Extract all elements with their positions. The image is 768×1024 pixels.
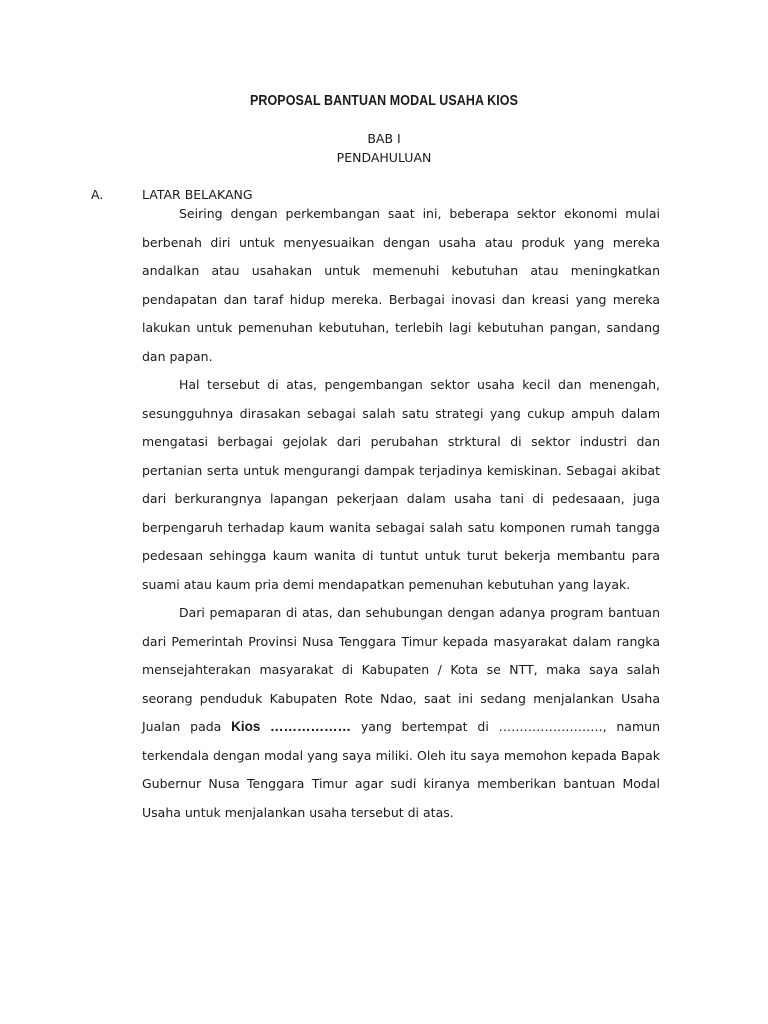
chapter-number: BAB I bbox=[367, 131, 401, 146]
body-paragraph bbox=[142, 599, 660, 827]
section-heading: LATAR BELAKANG bbox=[142, 187, 253, 202]
chapter-name: PENDAHULUAN bbox=[336, 150, 432, 165]
paragraph-text: Dari pemaparan di atas, dan sehubungan dengan adanya program bantuan dari Pemerintah Provinsi Nusa Tenggara Timur kepada masyarakat dalam rangka mensejahterakan masyarakat di Kabupaten / Kota se NTT, maka saya salah seorang penduduk Kabupaten Rote Ndao, saat ini sedang menjalankan Usaha Jualan pada bbox=[142, 605, 660, 734]
body-paragraph: Hal tersebut di atas, pengembangan sektor usaha kecil dan menengah, sesungguhnya dirasakan sebagai salah satu strategi yang cukup ampuh dalam mengatasi berbagai gejolak dari perubahan strktural di sektor industri dan pertanian serta untuk mengurangi dampak terjadinya kemiskinan. Sebagai akibat dari berkurangnya lapangan pekerjaan dalam usaha tani di pedesaaan, juga berpengaruh terhadap kaum wanita sebagai salah satu komponen rumah tangga pedesaan sehingga kaum wanita di tuntut untuk turut bekerja membantu para suami atau kaum pria demi mendapatkan pemenuhan kebutuhan yang layak. bbox=[142, 377, 660, 592]
document-body bbox=[142, 200, 660, 827]
section-letter: A. bbox=[91, 187, 104, 202]
document-title: PROPOSAL BANTUAN MODAL USAHA KIOS bbox=[250, 93, 518, 109]
kios-label: Kios ……………… bbox=[231, 719, 352, 734]
paragraph-text: yang bertempat di ……………………., namun terkendala dengan modal yang saya miliki. Oleh itu saya memohon kepada Bapak Gubernur Nusa Tenggara Timur agar sudi kiranya memberikan bantuan Modal Usaha untuk menjalankan usaha tersebut di atas. bbox=[142, 719, 660, 820]
body-paragraph: Seiring dengan perkembangan saat ini, beberapa sektor ekonomi mulai berbenah diri untuk menyesuaikan dengan usaha atau produk yang mereka andalkan atau usahakan untuk memenuhi kebutuhan atau meningkatkan pendapatan dan taraf hidup mereka. Berbagai inovasi dan kreasi yang mereka lakukan untuk pemenuhan kebutuhan, terlebih lagi kebutuhan pangan, sandang dan papan. bbox=[142, 206, 660, 364]
